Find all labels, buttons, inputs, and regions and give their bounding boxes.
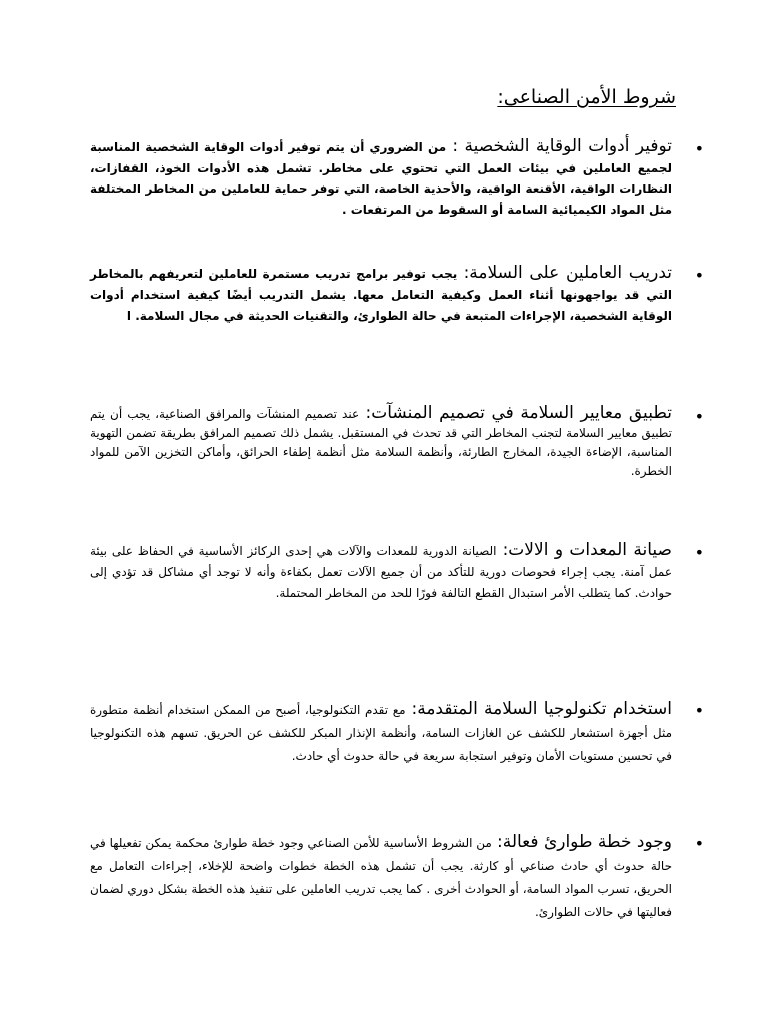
list-item-text [90,540,672,603]
list-item-facility-design-standards [90,403,704,480]
list-item-text [90,831,672,923]
item-body: يجب توفير برامج تدريب مستمرة للعاملين لتعريفهم بالمخاطر التي قد يواجهونها أثناء العمل وكيفية التعامل معها. يشمل التدريب أيضًا كيفية استخدام أدوات الوقاية الشخصية، الإجراءات المتبعة في حالة الطوارئ، والتقنيات الحديثة في مجال السلامة. ا [90,267,672,323]
item-body: الصيانة الدورية للمعدات والآلات هي إحدى الركائز الأساسية في الحفاظ على بيئة عمل آمنة. يجب إجراء فحوصات دورية للتأكد من أن جميع الآلات تعمل بكفاءة وأنه لا توجد أي مشاكل قد تؤدي إلى حوادث. كما يتطلب الأمر استبدال القطع التالفة فورًا للحد من المخاطر المحتملة. [90,544,672,600]
bullet-icon: • [694,834,704,853]
list-item-equipment-maintenance [90,540,704,603]
list-item-emergency-plan [90,831,704,923]
item-heading: تدريب العاملين على السلامة: [463,263,673,283]
document-title: شروط الأمن الصناعى: [497,86,676,108]
bullet-icon: • [694,407,704,426]
item-body: عند تصميم المنشآت والمرافق الصناعية، يجب أن يتم تطبيق معايير السلامة لتجنب المخاطر التي قد تحدث في المستقبل. يشمل ذلك تصميم المرافق بطريقة تضمن التهوية المناسبة، الإضاءة الجيدة، المخارج الطارئة، وأنظمة السلامة مثل أنظمة إطفاء الحرائق، وأماكن التخزين الآمن للمواد الخطرة. [90,407,672,478]
item-heading: صيانة المعدات و الالات: [502,540,672,560]
list-item-text [90,698,672,767]
item-heading: توفير أدوات الوقاية الشخصية : [452,136,672,156]
list-item-personal-protective-equipment [90,136,704,220]
item-heading: استخدام تكنولوجيا السلامة المتقدمة: [411,699,673,719]
bullet-icon: • [694,266,704,285]
item-body: من الضروري أن يتم توفير أدوات الوقاية الشخصية المناسبة لجميع العاملين في بيئات العمل التي تحتوي على مخاطر. تشمل هذه الأدوات الخوذ، القفازات، النظارات الواقية، الأقنعة الواقية، والأحذية الخاصة، التي توفر حماية للعاملين من المخاطر المختلفة مثل المواد الكيميائية السامة أو السقوط من المرتفعات . [90,140,672,217]
list-item-text [90,404,672,480]
list-item-text [90,136,672,220]
item-heading: وجود خطة طوارئ فعالة: [496,832,672,852]
item-heading: تطبيق معايير السلامة في تصميم المنشآت: [365,403,672,423]
bullet-icon: • [694,543,704,562]
list-item-safety-training [90,263,704,326]
item-body: من الشروط الأساسية للأمن الصناعي وجود خطة طوارئ محكمة يمكن تفعيلها في حالة حدوث أي حادث صناعي أو كارثة. يجب أن تشمل هذه الخطة خطوات واضحة للإخلاء، إجراءات التعامل مع الحريق، تسرب المواد السامة، أو الحوادث أخرى . كما يجب تدريب العاملين على تنفيذ هذه الخطة بشكل دوري لضمان فعاليتها في حالات الطوارئ. [90,836,672,919]
list-item-text [90,263,672,326]
bullet-icon: • [694,701,704,720]
item-body: مع تقدم التكنولوجيا، أصبح من الممكن استخدام أنظمة متطورة مثل أجهزة استشعار للكشف عن الغازات السامة، وأنظمة الإنذار المبكر للكشف عن الحريق. تسهم هذه التكنولوجيا في تحسين مستويات الأمان وتوفير استجابة سريعة في حالة حدوث أي حادث. [90,703,672,763]
bullet-icon: • [694,139,704,158]
list-item-advanced-safety-technology [90,698,704,767]
